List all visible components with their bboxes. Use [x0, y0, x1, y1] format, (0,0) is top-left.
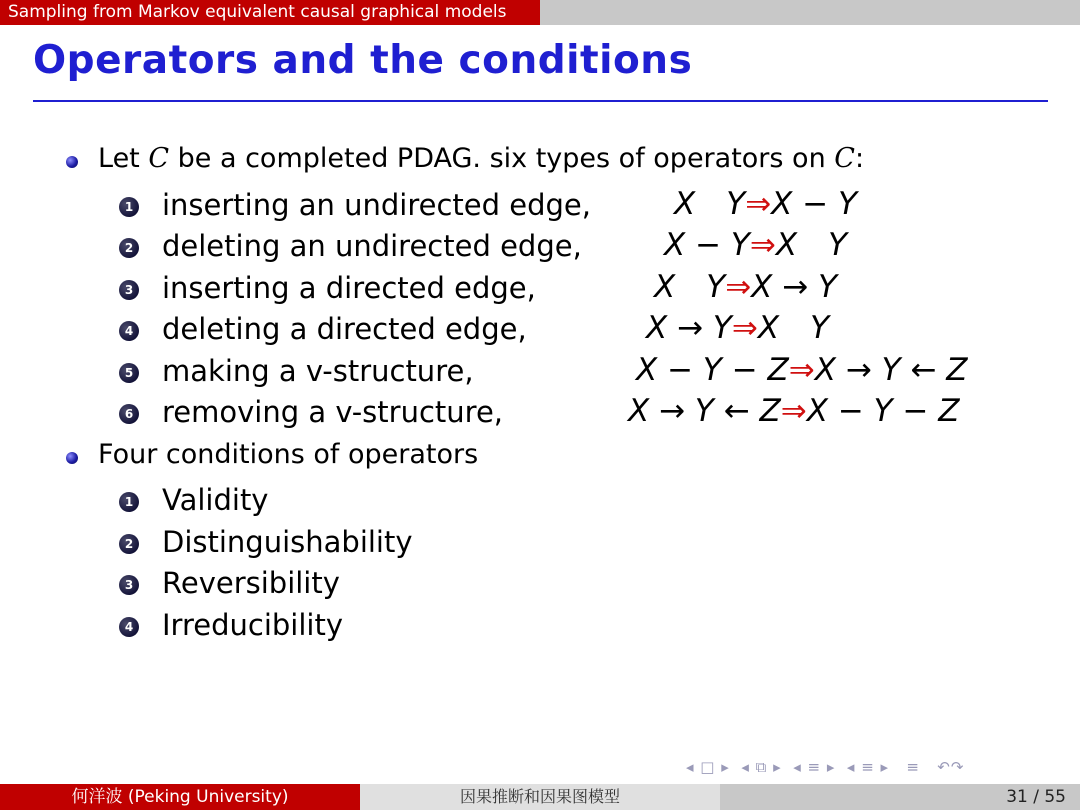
- implies-symbol: ⇒: [745, 186, 772, 222]
- nav-section-icon[interactable]: ◂ ≡ ▸: [787, 758, 836, 776]
- operator-label: removing a v-structure,: [162, 395, 504, 429]
- operator-formula: [664, 227, 847, 263]
- formula-lhs: X Y: [654, 269, 726, 305]
- nav-frame-icon[interactable]: ◂ □ ▸: [686, 758, 730, 776]
- list-number-icon: 4: [119, 321, 139, 341]
- condition-label: Irreducibility: [162, 608, 343, 642]
- implies-symbol: ⇒: [749, 227, 776, 263]
- operator-label: inserting an undirected edge,: [162, 188, 591, 222]
- formula-rhs: X → Y ← Z: [814, 352, 968, 388]
- formula-rhs: X − Y: [771, 186, 858, 222]
- bullet-icon: [66, 156, 78, 168]
- list-number-icon: 6: [119, 404, 139, 424]
- operator-formula: [646, 310, 829, 346]
- footer-author: 何洋波 (Peking University): [0, 784, 360, 810]
- nav-search-icon[interactable]: ↶↷: [925, 758, 965, 776]
- implies-symbol: ⇒: [780, 393, 807, 429]
- formula-rhs: X Y: [757, 310, 830, 346]
- operator-formula: [674, 186, 857, 222]
- beamer-navigation[interactable]: [686, 758, 964, 776]
- operator-formula: [654, 269, 837, 305]
- list-number-icon: 1: [119, 197, 139, 217]
- list-number-icon: 5: [119, 363, 139, 383]
- operator-label: deleting a directed edge,: [162, 312, 527, 346]
- title-underline: [33, 100, 1048, 102]
- section-title[interactable]: Sampling from Markov equivalent causal graphical models: [0, 0, 540, 25]
- list-number-icon: 2: [119, 534, 139, 554]
- formula-lhs: X → Y ← Z: [628, 393, 781, 429]
- nav-subsection-icon[interactable]: ◂ ⧉ ▸: [735, 758, 782, 776]
- implies-symbol: ⇒: [731, 310, 758, 346]
- pdag-symbol: C: [834, 143, 855, 174]
- intro-text-before: Let: [98, 143, 149, 174]
- list-number-icon: 4: [119, 617, 139, 637]
- formula-lhs: X Y: [674, 186, 746, 222]
- formula-lhs: X → Y: [646, 310, 732, 346]
- operator-label: making a v-structure,: [162, 354, 474, 388]
- operator-label: deleting an undirected edge,: [162, 229, 582, 263]
- condition-label: Reversibility: [162, 566, 340, 600]
- footer-bar: [0, 784, 1080, 810]
- footer-page-number: 31 / 55: [720, 784, 1080, 810]
- formula-rhs: X → Y: [751, 269, 838, 305]
- operator-label: inserting a directed edge,: [162, 271, 536, 305]
- list-number-icon: 3: [119, 280, 139, 300]
- list-number-icon: 3: [119, 575, 139, 595]
- nav-doc-icon[interactable]: ◂ ≡ ▸: [841, 758, 890, 776]
- list-number-icon: 2: [119, 238, 139, 258]
- nav-menu-icon[interactable]: ≡: [894, 758, 920, 776]
- implies-symbol: ⇒: [788, 352, 815, 388]
- condition-label: Validity: [162, 483, 269, 517]
- conditions-heading: Four conditions of operators: [98, 439, 479, 470]
- formula-lhs: X − Y − Z: [636, 352, 789, 388]
- slide-title: Operators and the conditions: [33, 38, 693, 83]
- intro-bullet: [98, 143, 864, 174]
- header-bar: [0, 0, 1080, 25]
- operator-formula: [636, 352, 968, 388]
- intro-text-middle: be a completed PDAG. six types of operators on: [169, 143, 835, 174]
- pdag-symbol: C: [148, 143, 170, 174]
- formula-rhs: X Y: [775, 227, 848, 263]
- condition-label: Distinguishability: [162, 525, 413, 559]
- list-number-icon: 1: [119, 492, 139, 512]
- intro-text-end: :: [854, 143, 865, 174]
- implies-symbol: ⇒: [725, 269, 752, 305]
- footer-course: 因果推断和因果图模型: [360, 784, 720, 810]
- formula-lhs: X − Y: [664, 227, 750, 263]
- operator-formula: [628, 393, 960, 429]
- formula-rhs: X − Y − Z: [806, 393, 960, 429]
- bullet-icon: [66, 452, 78, 464]
